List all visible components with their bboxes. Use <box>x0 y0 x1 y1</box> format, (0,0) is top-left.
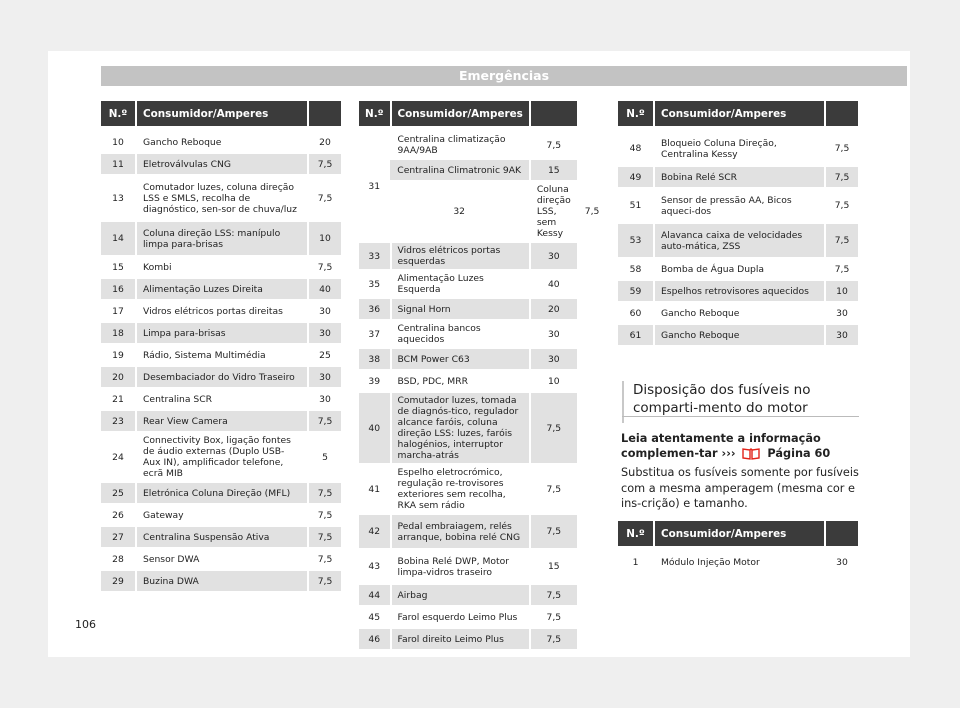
table-row <box>618 257 858 279</box>
fuse-number: 53 <box>618 222 653 257</box>
table-row <box>101 365 341 387</box>
table-row <box>359 391 605 463</box>
fuse-consumer: Gancho Reboque <box>653 301 824 323</box>
table-row <box>101 130 341 152</box>
fuse-consumer: Alavanca caixa de velocidades auto-mática, ZSS <box>653 222 824 257</box>
fuse-consumer: Comutador luzes, tomada de diagnós-tico, regulador alcance faróis, coluna direção LSS: luzes, faróis halogénios, interruptor marcha-atrás <box>390 391 529 463</box>
arrow-reference-icon: ››› <box>721 447 736 460</box>
table-row <box>359 513 605 548</box>
fuse-consumer: Módulo Injeção Motor <box>653 550 824 572</box>
fuse-amperes: 25 <box>307 343 341 365</box>
fuse-number: 32 <box>390 180 529 241</box>
fuse-number: 28 <box>101 547 135 569</box>
fuse-number: 42 <box>359 513 390 548</box>
fuse-number: 10 <box>101 130 135 152</box>
fuse-amperes: 10 <box>307 220 341 255</box>
manual-page <box>48 51 910 657</box>
fuse-table-engine <box>618 521 858 572</box>
fuse-consumer: Alimentação Luzes Esquerda <box>390 269 529 297</box>
book-icon <box>742 446 760 460</box>
fuse-consumer: Kombi <box>135 255 307 277</box>
column-header-number: N.º <box>618 521 653 546</box>
fuse-amperes: 7,5 <box>307 255 341 277</box>
fuse-amperes: 10 <box>529 369 577 391</box>
fuse-amperes: 7,5 <box>529 605 577 627</box>
fuse-amperes: 7,5 <box>307 409 341 431</box>
table-row <box>359 180 605 241</box>
fuse-consumer: Gateway <box>135 503 307 525</box>
fuse-amperes: 30 <box>529 241 577 269</box>
fuse-consumer: Vidros elétricos portas esquerdas <box>390 241 529 269</box>
fuse-table-3 <box>618 101 858 345</box>
fuse-amperes: 7,5 <box>824 130 858 165</box>
fuse-number: 13 <box>101 174 135 220</box>
column-header-amperes <box>824 101 858 126</box>
fuse-amperes: 7,5 <box>824 187 858 222</box>
table-row <box>101 409 341 431</box>
fuse-number: 17 <box>101 299 135 321</box>
table-row <box>618 130 858 165</box>
fuse-number: 60 <box>618 301 653 323</box>
fuse-amperes: 15 <box>529 158 577 180</box>
fuse-consumer: Centralina Suspensão Ativa <box>135 525 307 547</box>
table-row <box>359 269 605 297</box>
fuse-consumer: Connectivity Box, ligação fontes de áudio externas (Duplo USB-Aux IN), amplificador telefone, ecrã MIB <box>135 431 307 481</box>
fuse-number: 46 <box>359 627 390 649</box>
column-header-amperes <box>529 101 577 126</box>
column-header-amperes <box>307 101 341 126</box>
fuse-amperes: 30 <box>307 321 341 343</box>
fuse-consumer: Espelhos retrovisores aquecidos <box>653 279 824 301</box>
fuse-amperes: 7,5 <box>529 513 577 548</box>
fuse-amperes: 30 <box>529 319 577 347</box>
fuse-number: 44 <box>359 583 390 605</box>
fuse-number: 31 <box>359 130 390 241</box>
table-row <box>618 279 858 301</box>
fuse-number: 20 <box>101 365 135 387</box>
fuse-number: 23 <box>101 409 135 431</box>
table-row <box>101 525 341 547</box>
fuse-number: 48 <box>618 130 653 165</box>
table-row <box>101 547 341 569</box>
fuse-amperes: 7,5 <box>529 130 577 158</box>
fuse-number: 26 <box>101 503 135 525</box>
fuse-consumer: Bloqueio Coluna Direção, Centralina Kessy <box>653 130 824 165</box>
fuse-amperes: 7,5 <box>529 391 577 463</box>
fuse-consumer: Rear View Camera <box>135 409 307 431</box>
fuse-consumer: Eletroválvulas CNG <box>135 152 307 174</box>
table-row <box>618 222 858 257</box>
table-row <box>359 605 605 627</box>
section-heading: Disposição dos fusíveis no comparti-mento do motor <box>622 381 869 423</box>
fuse-amperes: 30 <box>824 550 858 572</box>
fuse-number: 61 <box>618 323 653 345</box>
fuse-consumer: Rádio, Sistema Multimédia <box>135 343 307 365</box>
fuse-consumer: Centralina climatização 9AA/9AB <box>390 130 529 158</box>
page-reference-link[interactable]: Página 60 <box>767 447 831 460</box>
fuse-consumer: Espelho eletrocrómico, regulação re-trovisores exteriores sem recolha, RKA sem rádio <box>390 463 529 513</box>
fuse-number: 16 <box>101 277 135 299</box>
fuse-amperes: 20 <box>529 297 577 319</box>
fuse-number: 25 <box>101 481 135 503</box>
fuse-table-1 <box>101 101 341 591</box>
fuse-number: 21 <box>101 387 135 409</box>
fuse-consumer: Centralina bancos aquecidos <box>390 319 529 347</box>
fuse-consumer: Buzina DWA <box>135 569 307 591</box>
fuse-number: 18 <box>101 321 135 343</box>
fuse-amperes: 7,5 <box>307 569 341 591</box>
fuse-consumer: Centralina Climatronic 9AK <box>390 158 529 180</box>
fuse-number: 1 <box>618 550 653 572</box>
fuse-number: 58 <box>618 257 653 279</box>
table-row <box>101 431 341 481</box>
fuse-consumer: Comutador luzes, coluna direção LSS e SMLS, recolha de diagnóstico, sen-sor de chuva/luz <box>135 174 307 220</box>
fuse-consumer: Bomba de Água Dupla <box>653 257 824 279</box>
fuse-amperes: 10 <box>824 279 858 301</box>
column-header-number: N.º <box>359 101 390 126</box>
fuse-amperes: 40 <box>529 269 577 297</box>
fuse-consumer: BSD, PDC, MRR <box>390 369 529 391</box>
table-row <box>359 319 605 347</box>
table-row <box>359 297 605 319</box>
fuse-consumer: Sensor DWA <box>135 547 307 569</box>
fuse-consumer: Limpa para-brisas <box>135 321 307 343</box>
fuse-number: 11 <box>101 152 135 174</box>
fuse-table-2 <box>359 101 605 649</box>
table-row <box>359 241 605 269</box>
table-row <box>101 569 341 591</box>
column-header-consumer: Consumidor/Amperes <box>653 521 824 546</box>
table-row <box>101 220 341 255</box>
fuse-number: 29 <box>101 569 135 591</box>
fuse-amperes: 15 <box>529 548 577 583</box>
table-row <box>101 277 341 299</box>
fuse-consumer: Coluna direção LSS, sem Kessy <box>529 180 577 241</box>
fuse-consumer: Eletrónica Coluna Direção (MFL) <box>135 481 307 503</box>
page-header-title: Emergências <box>101 66 907 86</box>
fuse-consumer: Airbag <box>390 583 529 605</box>
fuse-number: 49 <box>618 165 653 187</box>
fuse-consumer: Desembaciador do Vidro Traseiro <box>135 365 307 387</box>
fuse-amperes: 7,5 <box>824 165 858 187</box>
fuse-amperes: 7,5 <box>529 627 577 649</box>
fuse-number: 14 <box>101 220 135 255</box>
table-row <box>359 548 605 583</box>
fuse-amperes: 7,5 <box>307 525 341 547</box>
fuse-number: 24 <box>101 431 135 481</box>
fuse-number: 37 <box>359 319 390 347</box>
fuse-amperes: 7,5 <box>307 174 341 220</box>
column-header-number: N.º <box>101 101 135 126</box>
fuse-number: 51 <box>618 187 653 222</box>
table-row <box>101 343 341 365</box>
table-row <box>618 165 858 187</box>
table-row <box>618 323 858 345</box>
table-row <box>359 369 605 391</box>
fuse-amperes: 40 <box>307 277 341 299</box>
fuse-amperes: 30 <box>824 301 858 323</box>
column-header-amperes <box>824 521 858 546</box>
fuse-amperes: 30 <box>529 347 577 369</box>
fuse-amperes: 7,5 <box>307 547 341 569</box>
info-note-text: Leia atentamente a informação complemen-tar <box>621 432 821 460</box>
fuse-number: 45 <box>359 605 390 627</box>
fuse-amperes: 7,5 <box>824 257 858 279</box>
table-row <box>101 481 341 503</box>
column-header-number: N.º <box>618 101 653 126</box>
fuse-amperes: 7,5 <box>824 222 858 257</box>
fuse-consumer: Farol esquerdo Leimo Plus <box>390 605 529 627</box>
table-row <box>101 299 341 321</box>
column-header-consumer: Consumidor/Amperes <box>135 101 307 126</box>
fuse-consumer: Sensor de pressão AA, Bicos aqueci-dos <box>653 187 824 222</box>
fuse-consumer: Gancho Reboque <box>653 323 824 345</box>
table-row <box>101 321 341 343</box>
table-row <box>618 301 858 323</box>
fuse-consumer: Alimentação Luzes Direita <box>135 277 307 299</box>
table-row <box>359 347 605 369</box>
fuse-number: 27 <box>101 525 135 547</box>
fuse-consumer: Bobina Relé SCR <box>653 165 824 187</box>
fuse-amperes: 7,5 <box>529 463 577 513</box>
fuse-amperes: 20 <box>307 130 341 152</box>
section-divider <box>622 416 859 417</box>
fuse-amperes: 7,5 <box>577 180 606 241</box>
fuse-amperes: 30 <box>307 299 341 321</box>
fuse-number: 43 <box>359 548 390 583</box>
fuse-consumer: Bobina Relé DWP, Motor limpa-vidros traseiro <box>390 548 529 583</box>
fuse-number: 36 <box>359 297 390 319</box>
fuse-consumer: BCM Power C63 <box>390 347 529 369</box>
fuse-number: 19 <box>101 343 135 365</box>
table-row <box>101 152 341 174</box>
fuse-number: 35 <box>359 269 390 297</box>
fuse-number: 33 <box>359 241 390 269</box>
fuse-amperes: 7,5 <box>307 503 341 525</box>
table-row <box>359 463 605 513</box>
fuse-consumer: Farol direito Leimo Plus <box>390 627 529 649</box>
fuse-amperes: 7,5 <box>307 481 341 503</box>
fuse-number: 59 <box>618 279 653 301</box>
fuse-consumer: Signal Horn <box>390 297 529 319</box>
table-row <box>101 174 341 220</box>
fuse-consumer: Pedal embraiagem, relés arranque, bobina relé CNG <box>390 513 529 548</box>
info-note <box>621 431 861 461</box>
fuse-amperes: 7,5 <box>529 583 577 605</box>
fuse-amperes: 30 <box>307 365 341 387</box>
fuse-amperes: 7,5 <box>307 152 341 174</box>
fuse-consumer: Coluna direção LSS: manípulo limpa para-brisas <box>135 220 307 255</box>
column-header-consumer: Consumidor/Amperes <box>653 101 824 126</box>
fuse-amperes: 30 <box>307 387 341 409</box>
fuse-consumer: Centralina SCR <box>135 387 307 409</box>
table-row <box>101 387 341 409</box>
fuse-number: 39 <box>359 369 390 391</box>
section-body-text: Substitua os fusíveis somente por fusíveis com a mesma amperagem (mesma cor e ins-crição) e tamanho. <box>621 466 859 510</box>
table-row <box>618 550 858 572</box>
fuse-amperes: 5 <box>307 431 341 481</box>
fuse-number: 15 <box>101 255 135 277</box>
fuse-consumer: Vidros elétricos portas direitas <box>135 299 307 321</box>
column-header-consumer: Consumidor/Amperes <box>390 101 529 126</box>
table-row <box>618 187 858 222</box>
table-row <box>359 583 605 605</box>
page-number: 106 <box>75 618 96 631</box>
fuse-consumer: Gancho Reboque <box>135 130 307 152</box>
fuse-number: 40 <box>359 391 390 463</box>
fuse-amperes: 30 <box>824 323 858 345</box>
fuse-number: 38 <box>359 347 390 369</box>
table-row <box>359 627 605 649</box>
fuse-number: 41 <box>359 463 390 513</box>
table-row <box>101 503 341 525</box>
table-row <box>101 255 341 277</box>
